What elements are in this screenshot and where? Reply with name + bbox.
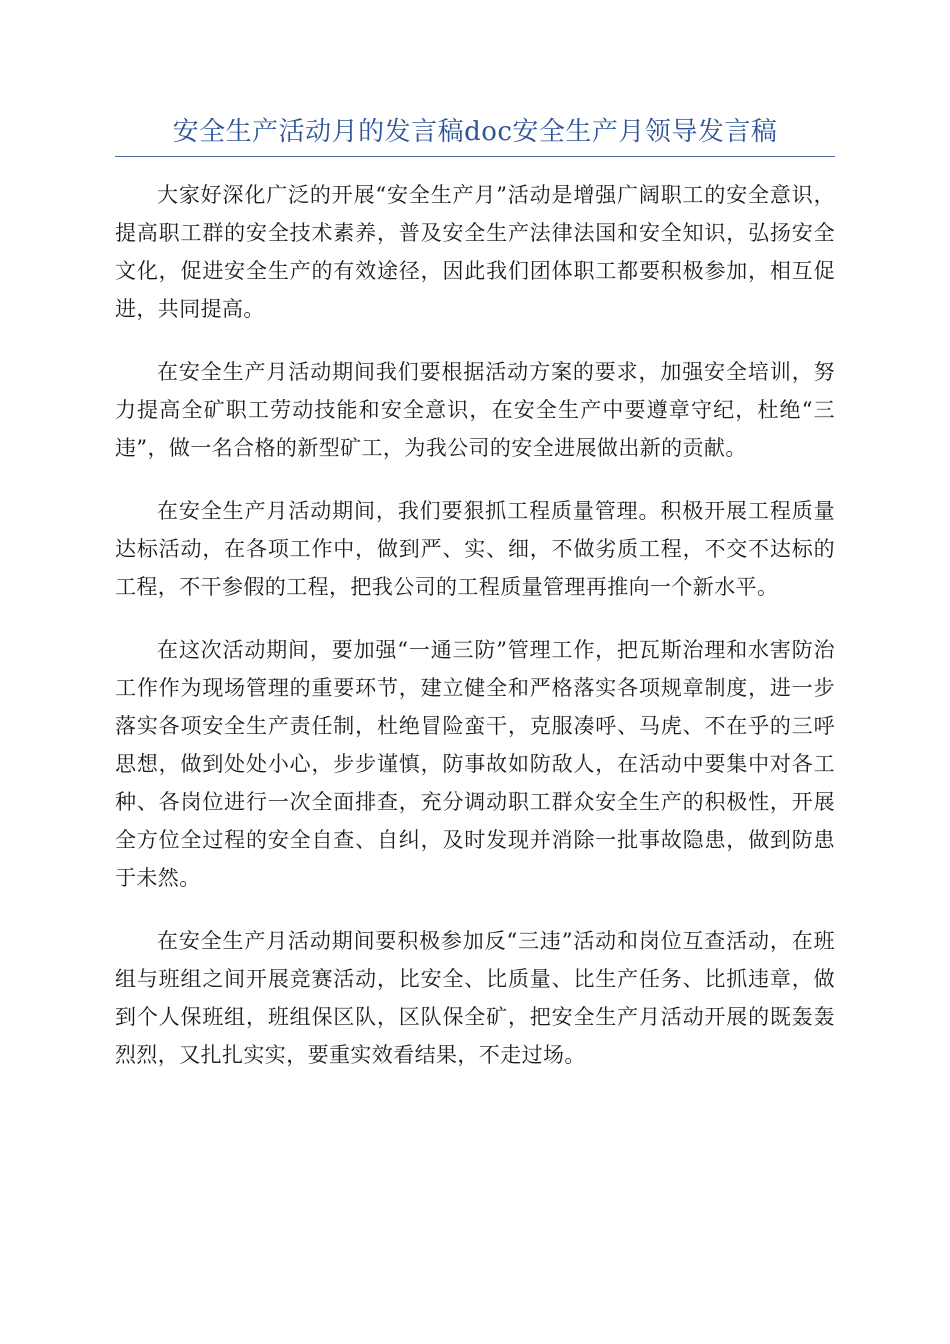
title-block: [115, 112, 835, 157]
paragraph-4: 在这次活动期间，要加强“一通三防”管理工作，把瓦斯治理和水害防治工作作为现场管理的重要环节，建立健全和严格落实各项规章制度，进一步落实各项安全生产责任制，杜绝冒险蛮干，克服凑呼、马虎、不在乎的三呼思想，做到处处小心，步步谨慎，防事故如防敌人，在活动中要集中对各工种、各岗位进行一次全面排查，充分调动职工群众安全生产的积极性，开展全方位全过程的安全自查、自纠，及时发现并消除一批事故隐患，做到防患于未然。: [115, 638, 835, 890]
paragraph-5: 在安全生产月活动期间要积极参加反“三违”活动和岗位互查活动，在班组与班组之间开展竞赛活动，比安全、比质量、比生产任务、比抓违章，做到个人保班组，班组保区队，区队保全矿，把安全生产月活动开展的既轰轰烈烈，又扎扎实实，要重实效看结果，不走过场。: [115, 929, 835, 1067]
paragraph-2: 在安全生产月活动期间我们要根据活动方案的要求，加强安全培训，努力提高全矿职工劳动技能和安全意识，在安全生产中要遵章守纪，杜绝“三违”，做一名合格的新型矿工，为我公司的安全进展做出新的贡献。: [115, 360, 835, 460]
paragraph-1: 大家好深化广泛的开展“安全生产月”活动是增强广阔职工的安全意识，提高职工群的安全技术素养，普及安全生产法律法国和安全知识，弘扬安全文化，促进安全生产的有效途径，因此我们团体职工都要积极参加，相互促进，共同提高。: [115, 183, 835, 321]
document-body: [115, 176, 835, 1099]
document-title: 安全生产活动月的发言稿doc安全生产月领导发言稿: [172, 117, 778, 147]
paragraph-3: 在安全生产月活动期间，我们要狠抓工程质量管理。积极开展工程质量达标活动，在各项工作中，做到严、实、细，不做劣质工程，不交不达标的工程，不干参假的工程，把我公司的工程质量管理再推向一个新水平。: [115, 499, 835, 599]
